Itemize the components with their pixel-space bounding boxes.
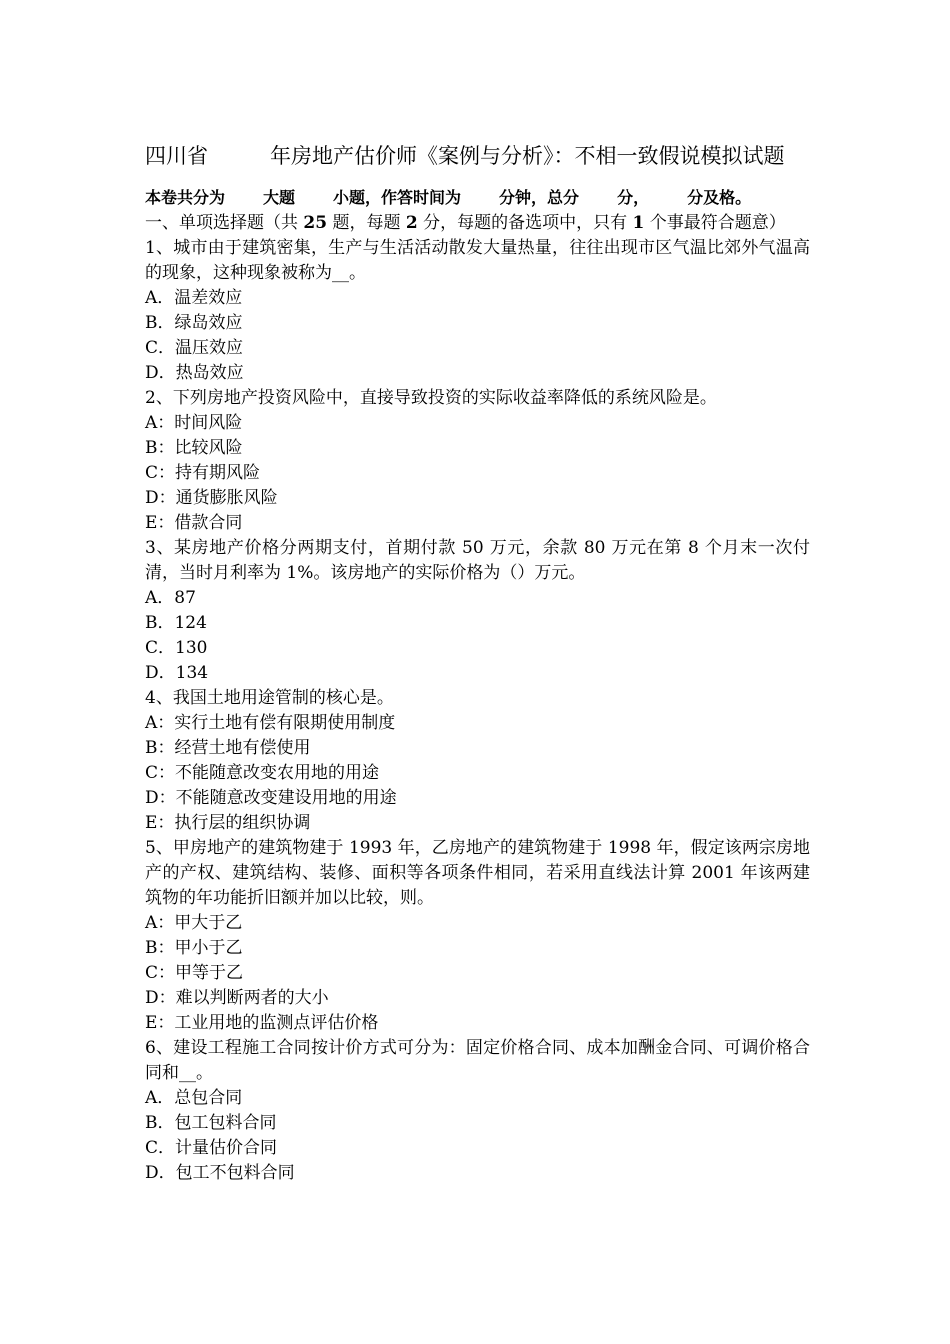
question-6 (145, 1036, 810, 1186)
option-e: E：工业用地的监测点评估价格 (145, 1013, 379, 1033)
question-4 (145, 686, 810, 836)
option-e: E：执行层的组织协调 (145, 813, 311, 833)
question-5 (145, 836, 810, 1036)
option-b: B．绿岛效应 (145, 313, 243, 333)
option-d: D：难以判断两者的大小 (145, 988, 329, 1008)
meta-text-6: 分及格。 (687, 188, 752, 207)
meta-text-4: 分钟，总分 (499, 188, 580, 207)
option-c: C．计量估价合同 (145, 1138, 278, 1158)
question-3 (145, 536, 810, 686)
option-b: B．包工包料合同 (145, 1113, 277, 1133)
option-d: D：通货膨胀风险 (145, 488, 278, 508)
option-d: D：不能随意改变建设用地的用途 (145, 788, 397, 808)
document-body (145, 211, 810, 1186)
option-b: B．124 (145, 613, 207, 633)
option-e: E：借款合同 (145, 513, 243, 533)
question-2 (145, 386, 810, 536)
option-a: A．87 (145, 588, 196, 608)
question-stem: 5、甲房地产的建筑物建于 1993 年，乙房地产的建筑物建于 1998 年，假定该两宗房地产的产权、建筑结构、装修、面积等各项条件相同，若采用直线法计算 2001 年该两建筑物的年功能折旧额并加以比较，则。 (145, 838, 810, 908)
title-province: 四川省 (145, 144, 208, 168)
option-b: B：比较风险 (145, 438, 243, 458)
title-text: 年房地产估价师《案例与分析》：不相一致假说模拟试题 (270, 144, 785, 168)
meta-text-1: 本卷共分为 (145, 188, 226, 207)
question-count: 25 (303, 213, 328, 233)
meta-text-2: 大题 (263, 188, 296, 207)
option-a: A：实行土地有偿有限期使用制度 (145, 713, 396, 733)
question-1 (145, 236, 810, 386)
option-d: D．134 (145, 663, 209, 683)
document-title (145, 141, 785, 171)
question-stem: 3、某房地产价格分两期支付，首期付款 50 万元，余款 80 万元在第 8 个月末一次付清，当时月利率为 1%。该房地产的实际价格为（）万元。 (145, 538, 810, 583)
option-c: C：持有期风险 (145, 463, 261, 483)
section-heading-text: 题，每题 (327, 213, 406, 233)
option-a: A：甲大于乙 (145, 913, 243, 933)
option-b: B：甲小于乙 (145, 938, 243, 958)
option-a: A：时间风险 (145, 413, 243, 433)
option-a: A．温差效应 (145, 288, 243, 308)
answer-count: 1 (632, 213, 645, 233)
question-stem: 4、我国土地用途管制的核心是。 (145, 688, 394, 708)
option-c: C：甲等于乙 (145, 963, 244, 983)
option-d: D．包工不包料合同 (145, 1163, 295, 1183)
option-c: C．温压效应 (145, 338, 244, 358)
option-a: A．总包合同 (145, 1088, 243, 1108)
question-stem: 1、城市由于建筑密集，生产与生活活动散发大量热量，往往出现市区气温比郊外气温高的现象，这种现象被称为__。 (145, 238, 810, 283)
exam-meta (145, 186, 751, 210)
section-heading-text: 分，每题的备选项中，只有 (417, 213, 633, 233)
section-heading (145, 211, 810, 236)
meta-text-3: 小题，作答时间为 (333, 188, 462, 207)
question-stem: 6、建设工程施工合同按计价方式可分为：固定价格合同、成本加酬金合同、可调价格合同和__。 (145, 1038, 810, 1083)
question-stem: 2、下列房地产投资风险中，直接导致投资的实际收益率降低的系统风险是。 (145, 388, 717, 408)
section-heading-text: 一、单项选择题（共 (145, 213, 304, 233)
meta-text-5: 分， (617, 188, 650, 207)
option-c: C：不能随意改变农用地的用途 (145, 763, 380, 783)
option-c: C．130 (145, 638, 208, 658)
option-b: B：经营土地有偿使用 (145, 738, 311, 758)
option-d: D．热岛效应 (145, 363, 244, 383)
section-heading-text: 个事最符合题意） (644, 213, 786, 233)
question-score: 2 (405, 213, 418, 233)
